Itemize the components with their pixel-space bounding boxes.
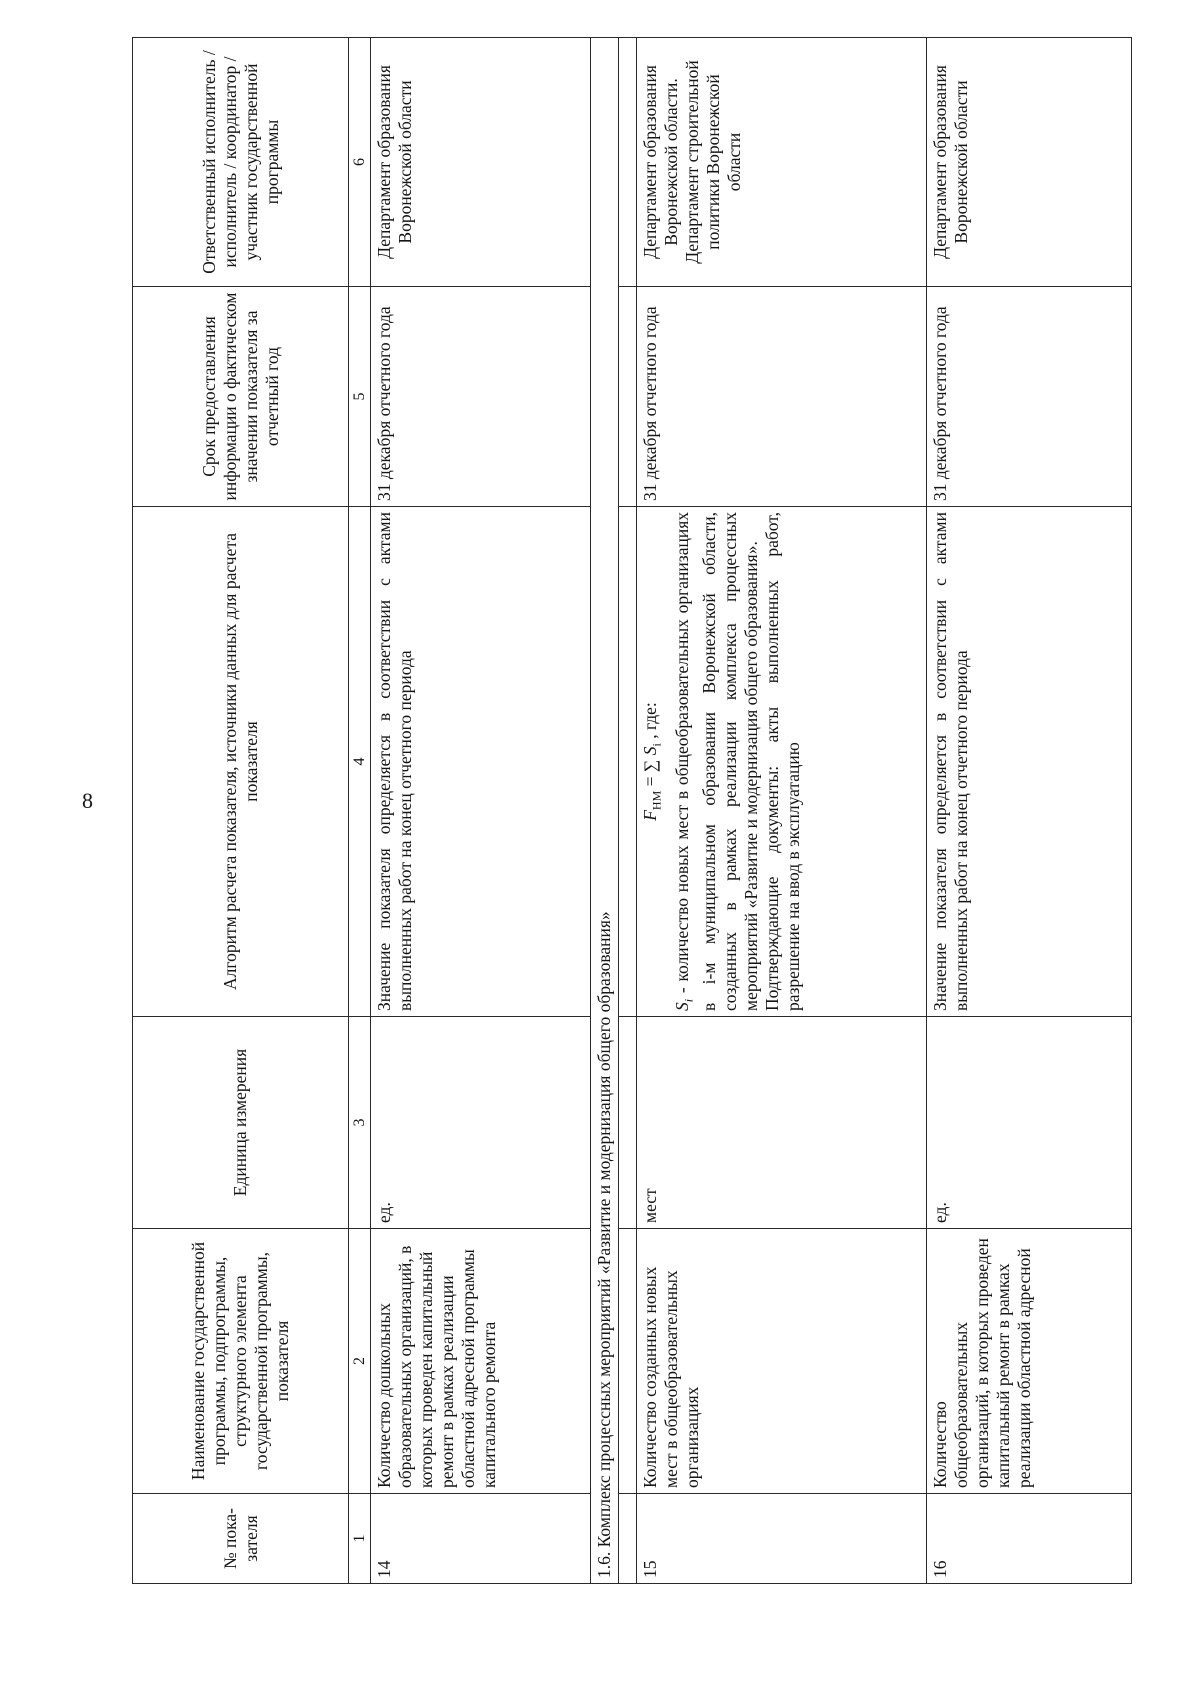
- blank-cell: [619, 1229, 637, 1494]
- unit: ед.: [371, 1017, 591, 1229]
- header-indicator-number: № пока-зателя: [133, 1494, 349, 1584]
- blank-cell: [619, 1017, 637, 1229]
- row-number: 15: [637, 1494, 927, 1584]
- header-unit: Единица измерения: [133, 1017, 349, 1229]
- blank-cell: [619, 1494, 637, 1584]
- header-algorithm: Алгоритм расчета показателя, источники данных для расчета показателя: [133, 507, 349, 1017]
- table-header-row: [133, 38, 349, 1584]
- indicators-table: [132, 37, 1132, 1584]
- algorithm: Значение показателя определяется в соответствии с актами выполненных работ на конец отчетного периода: [927, 507, 1132, 1017]
- section-title: 1.6. Комплекс процессных мероприятий «Развитие и модернизация общего образования»: [591, 38, 619, 1584]
- indicator-name: Количество дошкольных образовательных организаций, в которых проведен капитальный ремонт в рамках реализации областной адресной программы капитального ремонта: [371, 1229, 591, 1494]
- row-number: 14: [371, 1494, 591, 1584]
- responsible: Департамент образования Воронежской области: [371, 38, 591, 287]
- column-number: 3: [349, 1017, 371, 1229]
- header-deadline: Срок предоставления информации о фактическом значении показателя за отчетный год: [133, 287, 349, 507]
- column-number: 6: [349, 38, 371, 287]
- table-row: [371, 38, 591, 1584]
- formula-definition: $S_i$ - количество новых мест в общеобразовательных организациях в i-м муниципальном образовании Воронежской области, созданных в рамках реализации комплекса процессных мероприятий «Развитие и модернизация общего образования».: [671, 512, 761, 1011]
- header-program-name: Наименование государственной программы, подпрограммы, структурного элемента государственной программы, показателя: [133, 1229, 349, 1494]
- page-number: 8: [82, 788, 93, 813]
- unit: ед.: [927, 1017, 1132, 1229]
- algorithm: Значение показателя определяется в соответствии с актами выполненных работ на конец отчетного периода: [371, 507, 591, 1017]
- indicator-name: Количество созданных новых мест в общеобразовательных организациях: [637, 1229, 927, 1494]
- deadline: 31 декабря отчетного года: [927, 287, 1132, 507]
- indicator-name: Количество общеобразовательных организаций, в которых проведен капитальный ремонт в рамках реализации областной адресной: [927, 1229, 1132, 1494]
- column-number-row: [349, 38, 371, 1584]
- deadline: 31 декабря отчетного года: [371, 287, 591, 507]
- column-number: 2: [349, 1229, 371, 1494]
- column-number: 1: [349, 1494, 371, 1584]
- blank-cell: [619, 287, 637, 507]
- column-number: 5: [349, 287, 371, 507]
- table-row: [637, 38, 927, 1584]
- column-number: 4: [349, 507, 371, 1017]
- blank-cell: [619, 38, 637, 287]
- responsible: Департамент образования Воронежской области: [927, 38, 1132, 287]
- algorithm: [637, 507, 927, 1017]
- unit: мест: [637, 1017, 927, 1229]
- table-row: [927, 38, 1132, 1584]
- formula: $F_{НМ}$ = ∑ $S_i$ , где:: [640, 702, 664, 821]
- section-title-row: [591, 38, 619, 1584]
- blank-cell: [619, 507, 637, 1017]
- row-number: 16: [927, 1494, 1132, 1584]
- responsible: Департамент образования Воронежской области. Департамент строительной политики Воронежской области: [637, 38, 927, 287]
- deadline: 31 декабря отчетного года: [637, 287, 927, 507]
- supporting-documents: Подтверждающие документы: акты выполненных работ, разрешение на ввод в эксплуатацию: [762, 512, 803, 1011]
- header-responsible: Ответственный исполнитель / исполнитель / координатор / участник государственной программы: [133, 38, 349, 287]
- blank-row: [619, 38, 637, 1584]
- rotated-page-content: [132, 38, 1132, 1584]
